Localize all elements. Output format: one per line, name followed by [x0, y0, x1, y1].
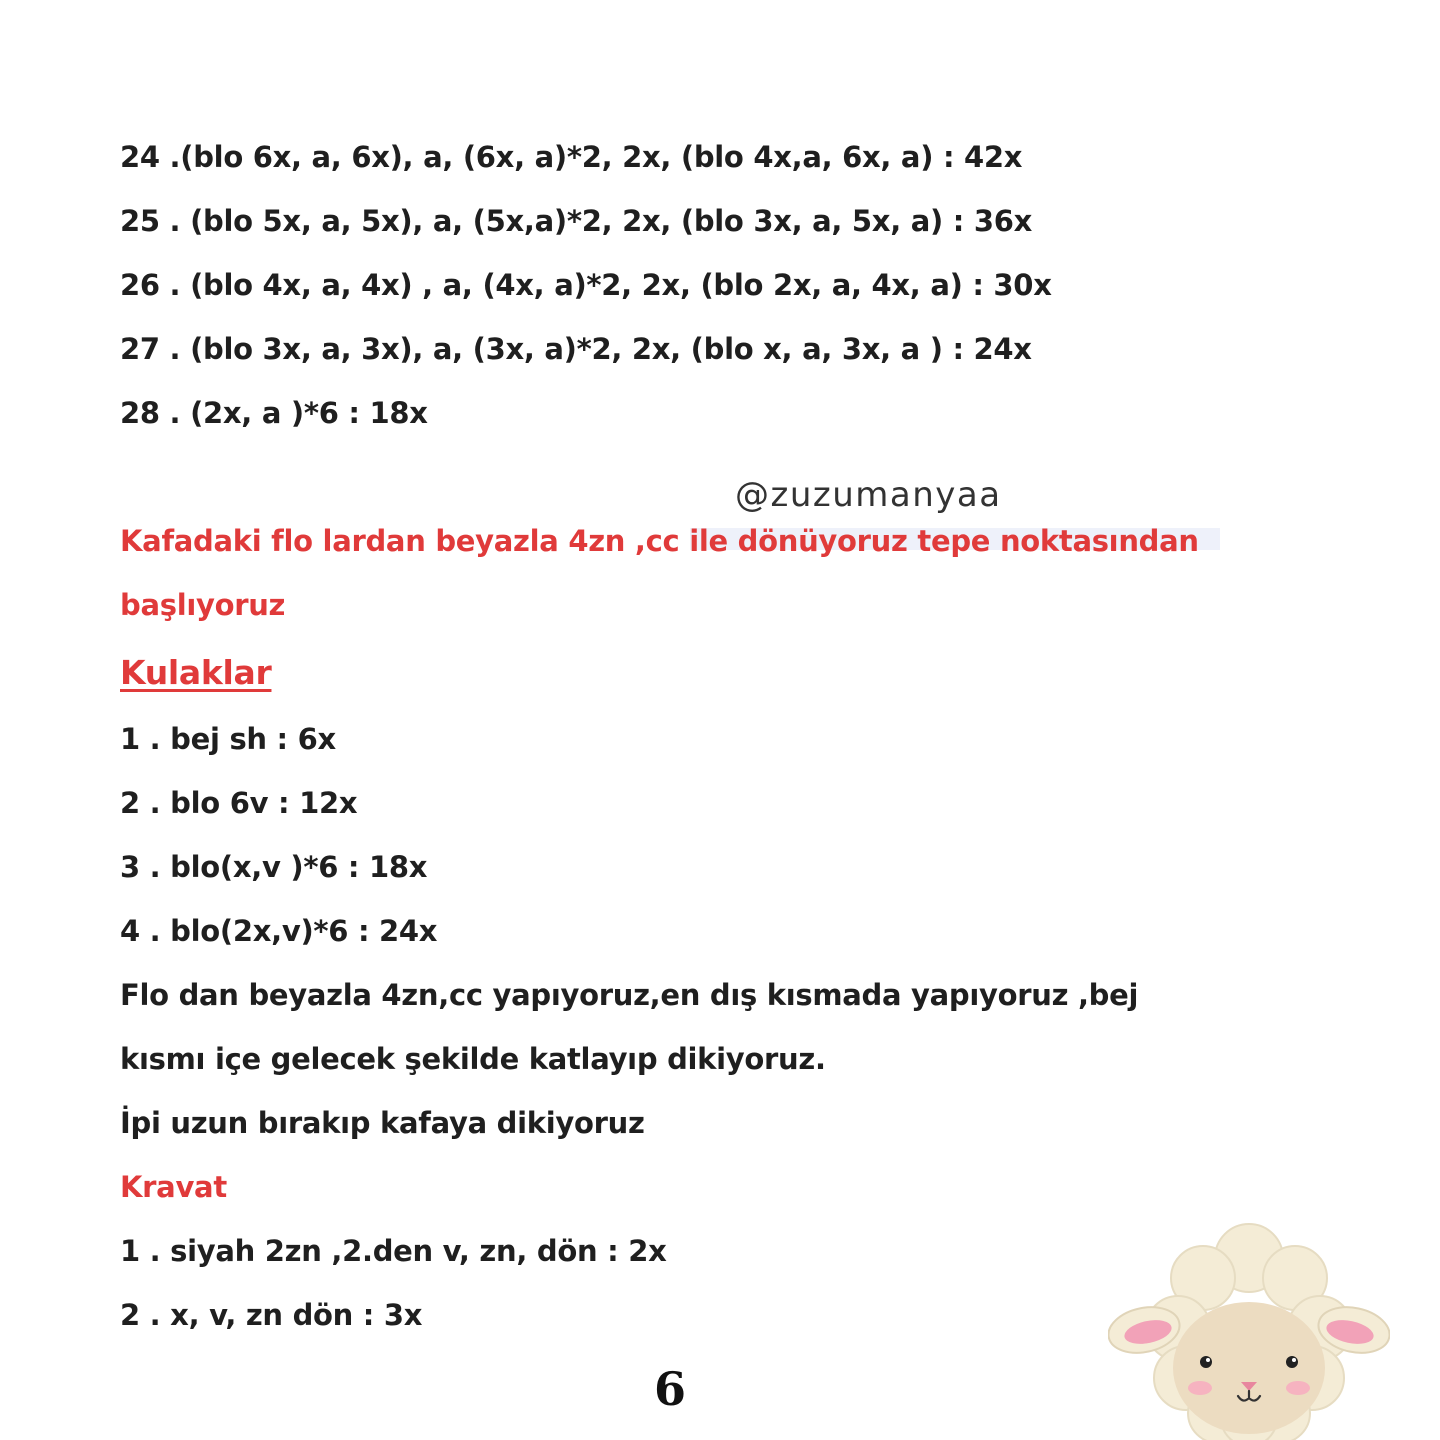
ears-heading: Kulaklar [120, 653, 272, 692]
ears-row-4: 4 . blo(2x,v)*6 : 24x [120, 914, 438, 948]
ears-instruction-1: Flo dan beyazla 4zn,cc yapıyoruz,en dış kısmada yapıyoruz ,bej [120, 978, 1139, 1012]
note-line-2: başlıyoruz [120, 588, 286, 622]
pattern-row-27: 27 . (blo 3x, a, 3x), a, (3x, a)*2, 2x, (blo x, a, 3x, a ) : 24x [120, 332, 1032, 366]
ears-row-3: 3 . blo(x,v )*6 : 18x [120, 850, 428, 884]
page-number: 6 [654, 1362, 687, 1416]
pattern-row-26: 26 . (blo 4x, a, 4x) , a, (4x, a)*2, 2x, (blo 2x, a, 4x, a) : 30x [120, 268, 1052, 302]
watermark: @zuzumanyaa [735, 475, 1002, 515]
pattern-row-25: 25 . (blo 5x, a, 5x), a, (5x,a)*2, 2x, (blo 3x, a, 5x, a) : 36x [120, 204, 1033, 238]
note-line-1: Kafadaki flo lardan beyazla 4zn ,cc ile dönüyoruz tepe noktasından [120, 524, 1199, 558]
ears-instruction-2: kısmı içe gelecek şekilde katlayıp dikiyoruz. [120, 1042, 826, 1076]
sheep-icon [1108, 1218, 1390, 1440]
ears-row-2: 2 . blo 6v : 12x [120, 786, 358, 820]
tie-row-1: 1 . siyah 2zn ,2.den v, zn, dön : 2x [120, 1234, 667, 1268]
tie-row-2: 2 . x, v, zn dön : 3x [120, 1298, 423, 1332]
tie-heading: Kravat [120, 1170, 227, 1204]
pattern-row-24: 24 .(blo 6x, a, 6x), a, (6x, a)*2, 2x, (blo 4x,a, 6x, a) : 42x [120, 140, 1023, 174]
ears-instruction-3: İpi uzun bırakıp kafaya dikiyoruz [120, 1106, 645, 1140]
ears-row-1: 1 . bej sh : 6x [120, 722, 336, 756]
pattern-row-28: 28 . (2x, a )*6 : 18x [120, 396, 428, 430]
